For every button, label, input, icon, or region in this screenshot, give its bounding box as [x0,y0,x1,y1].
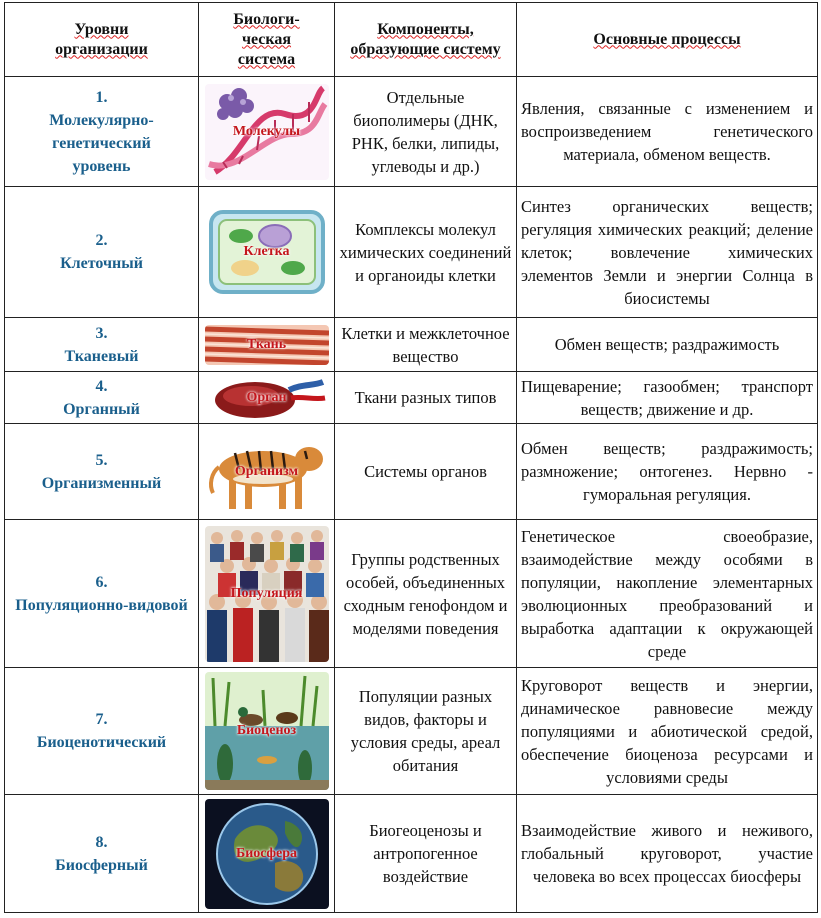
table-row [5,77,818,187]
processes-cell: Генетическое своеобразие, взаимодействие между особями в популяции, накопление элементарных эволюционных преобразований и выработка адаптации к окружающей среде [517,520,818,668]
dna-molecule-icon [205,84,329,180]
system-image-cell [199,795,335,913]
level-name: Органный [63,400,140,418]
level-name: Популяционно-видовой [15,596,188,614]
system-image-label: Молекулы [232,123,301,139]
level-number: 3. [95,324,108,342]
level-number: 5. [95,451,108,469]
level-cell [5,77,199,187]
processes-cell: Обмен веществ; раздражимость; размножение; онтогенез. Нервно - гуморальная регуляция. [517,424,818,520]
processes-cell: Взаимодействие живого и неживого, глобальный круговорот, участие человека во всех процессах биосферы [517,795,818,913]
pond-ecosystem-icon [205,672,329,790]
processes-cell: Явления, связанные с изменением и воспроизведением генетического материала, обменом веществ. [517,77,818,187]
level-number: 8. [95,833,108,851]
level-cell [5,795,199,913]
table-row [5,318,818,372]
processes-cell: Круговорот веществ и энергии, динамическое равновесие между популяциями и абиотической средой, обеспечение биоценоза ресурсами и условиями среды [517,668,818,795]
header-row [5,3,818,77]
earth-globe-icon [205,799,329,909]
tiger-icon [205,429,329,515]
components-cell: Группы родственных особей, объединенных сходным генофондом и моделями поведения [335,520,517,668]
system-image-label: Организм [234,463,299,479]
crowd-icon [205,526,329,662]
header-components: Компоненты, образующие систему [335,3,517,77]
system-image-cell [199,424,335,520]
muscle-tissue-icon [205,325,329,365]
level-cell [5,318,199,372]
system-image-label: Ткань [246,336,287,352]
processes-cell: Синтез органических веществ; регуляция химических реакций; деление клеток; вовлечение химических элементов Земли и энергии Солнца в биосистемы [517,187,818,318]
processes-cell: Обмен веществ; раздражимость [517,318,818,372]
system-image-label: Биоценоз [236,723,297,738]
components-cell: Ткани разных типов [335,372,517,424]
level-name: Биоценотический [36,734,167,751]
components-cell: Клетки и межклеточное вещество [335,318,517,372]
level-cell [5,668,199,795]
level-name: Биосферный [55,856,148,874]
level-name: Тканевый [64,347,139,365]
table-row [5,187,818,318]
components-cell: Популяции разных видов, факторы и условия среды, ареал обитания [335,668,517,795]
components-cell: Отдельные биополимеры (ДНК, РНК, белки, липиды, углеводы и др.) [335,77,517,187]
level-cell [5,187,199,318]
levels-table [4,2,818,913]
level-number: 4. [95,377,108,395]
level-number: 1. [95,88,108,106]
components-cell: Биогеоценозы и антропогенное воздействие [335,795,517,913]
plant-cell-icon [205,206,329,298]
table-row [5,668,818,795]
processes-cell: Пищеварение; газообмен; транспорт веществ; движение и др. [517,372,818,424]
system-image-cell [199,77,335,187]
level-cell [5,372,199,424]
components-cell: Комплексы молекул химических соединений и органоиды клетки [335,187,517,318]
level-number: 6. [95,573,108,591]
heart-organ-icon [205,376,329,420]
level-name: Организменный [41,474,162,492]
table-row [5,372,818,424]
header-system: Биологи-ческая система [199,3,335,77]
system-image-cell [199,187,335,318]
system-image-cell [199,372,335,424]
system-image-cell [199,668,335,795]
level-cell [5,424,199,520]
table-row [5,795,818,913]
header-level: Уровни организации [5,3,199,77]
system-image-cell [199,318,335,372]
level-number: 2. [95,232,108,249]
system-image-label: Клетка [243,244,290,259]
header-processes: Основные процессы [517,3,818,77]
table-row [5,520,818,668]
system-image-label: Биосфера [235,845,298,861]
components-cell: Системы органов [335,424,517,520]
level-name: Клеточный [60,255,143,272]
system-image-label: Орган [246,389,287,405]
level-name: Молекулярно-генетический уровень [49,111,154,175]
level-number: 7. [95,711,108,728]
table-row [5,424,818,520]
level-cell [5,520,199,668]
system-image-label: Популяция [230,585,303,601]
system-image-cell [199,520,335,668]
